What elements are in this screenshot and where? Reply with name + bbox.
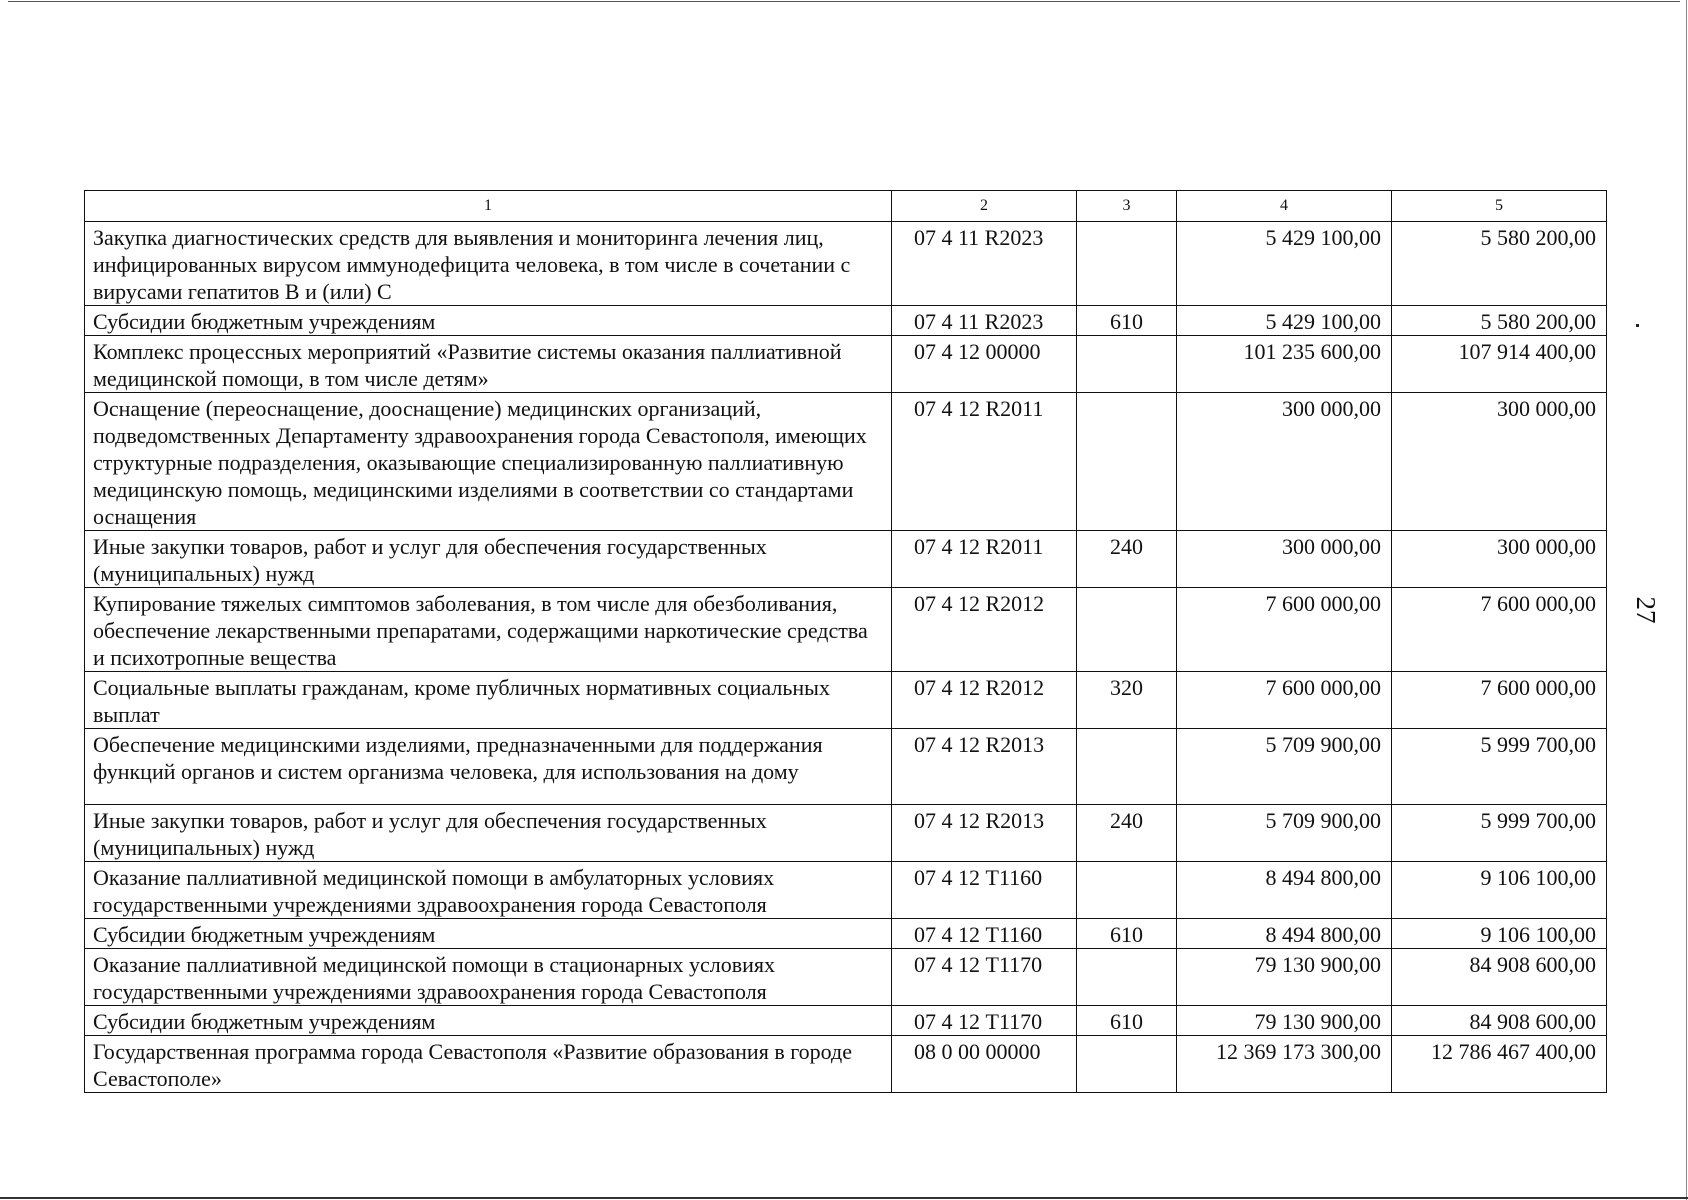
row-name: Закупка диагностических средств для выявления и мониторинга лечения лиц, инфицированных вирусом иммунодефицита человека, в том числе в сочетании с вирусами гепатитов В и (или) С (85, 222, 892, 306)
row-expense-type (1077, 949, 1177, 1006)
row-name: Субсидии бюджетным учреждениям (85, 1006, 892, 1036)
row-amount-year-2: 107 914 400,00 (1392, 336, 1607, 393)
row-code: 07 4 11 R2023 (892, 222, 1077, 306)
column-number-2: 2 (892, 191, 1077, 222)
row-amount-year-2: 7 600 000,00 (1392, 588, 1607, 672)
row-expense-type: 610 (1077, 306, 1177, 336)
scan-edge-top (8, 1, 1680, 2)
row-name: Иные закупки товаров, работ и услуг для обеспечения государственных (муниципальных) нужд (85, 531, 892, 588)
row-expense-type: 610 (1077, 919, 1177, 949)
row-expense-type (1077, 393, 1177, 531)
column-number-1: 1 (85, 191, 892, 222)
row-amount-year-1: 7 600 000,00 (1177, 588, 1392, 672)
scan-edge-right (1686, 0, 1687, 1200)
row-amount-year-2: 300 000,00 (1392, 531, 1607, 588)
row-expense-type (1077, 1036, 1177, 1093)
row-amount-year-2: 5 999 700,00 (1392, 805, 1607, 862)
row-expense-type: 320 (1077, 672, 1177, 729)
table-row (85, 336, 1607, 393)
row-amount-year-1: 300 000,00 (1177, 393, 1392, 531)
row-name: Оказание паллиативной медицинской помощи в амбулаторных условиях государственными учреждениями здравоохранения города Севастополя (85, 862, 892, 919)
row-expense-type (1077, 729, 1177, 805)
budget-table-body (85, 191, 1607, 1093)
table-row (85, 393, 1607, 531)
row-expense-type: 240 (1077, 805, 1177, 862)
row-name: Оказание паллиативной медицинской помощи в стационарных условиях государственными учреждениями здравоохранения города Севастополя (85, 949, 892, 1006)
row-amount-year-1: 8 494 800,00 (1177, 919, 1392, 949)
row-amount-year-1: 79 130 900,00 (1177, 1006, 1392, 1036)
row-code: 08 0 00 00000 (892, 1036, 1077, 1093)
row-amount-year-2: 5 999 700,00 (1392, 729, 1607, 805)
row-amount-year-2: 9 106 100,00 (1392, 919, 1607, 949)
row-name: Комплекс процессных мероприятий «Развитие системы оказания паллиативной медицинской помощи, в том числе детям» (85, 336, 892, 393)
row-amount-year-2: 300 000,00 (1392, 393, 1607, 531)
row-amount-year-1: 79 130 900,00 (1177, 949, 1392, 1006)
row-name: Социальные выплаты гражданам, кроме публичных нормативных социальных выплат (85, 672, 892, 729)
row-name: Купирование тяжелых симптомов заболевания, в том числе для обезболивания, обеспечение лекарственными препаратами, содержащими наркотические средства и психотропные вещества (85, 588, 892, 672)
row-name: Обеспечение медицинскими изделиями, предназначенными для поддержания функций органов и систем организма человека, для использования на дому (85, 729, 892, 805)
row-code: 07 4 12 R2011 (892, 393, 1077, 531)
row-code: 07 4 12 R2012 (892, 588, 1077, 672)
row-amount-year-1: 8 494 800,00 (1177, 862, 1392, 919)
table-row (85, 919, 1607, 949)
table-row (85, 588, 1607, 672)
row-amount-year-1: 5 429 100,00 (1177, 222, 1392, 306)
row-name: Государственная программа города Севастополя «Развитие образования в городе Севастополе» (85, 1036, 892, 1093)
column-number-header-row (85, 191, 1607, 222)
row-amount-year-1: 5 709 900,00 (1177, 805, 1392, 862)
table-row (85, 672, 1607, 729)
row-amount-year-2: 5 580 200,00 (1392, 306, 1607, 336)
row-expense-type: 240 (1077, 531, 1177, 588)
row-name: Субсидии бюджетным учреждениям (85, 306, 892, 336)
row-name: Оснащение (переоснащение, дооснащение) медицинских организаций, подведомственных Департаменту здравоохранения города Севастополя, имеющих структурные подразделения, оказывающие специализированную паллиативную медицинскую помощь, медицинскими изделиями в соответствии со стандартами оснащения (85, 393, 892, 531)
table-row (85, 949, 1607, 1006)
row-expense-type: 610 (1077, 1006, 1177, 1036)
row-amount-year-2: 5 580 200,00 (1392, 222, 1607, 306)
row-amount-year-1: 5 429 100,00 (1177, 306, 1392, 336)
row-name: Субсидии бюджетным учреждениям (85, 919, 892, 949)
table-row (85, 1006, 1607, 1036)
row-expense-type (1077, 588, 1177, 672)
scan-edge-bottom (0, 1197, 1688, 1199)
row-amount-year-1: 7 600 000,00 (1177, 672, 1392, 729)
row-amount-year-2: 9 106 100,00 (1392, 862, 1607, 919)
row-amount-year-1: 5 709 900,00 (1177, 729, 1392, 805)
row-code: 07 4 12 Т1160 (892, 862, 1077, 919)
row-expense-type (1077, 862, 1177, 919)
row-code: 07 4 12 R2013 (892, 729, 1077, 805)
budget-table (84, 190, 1607, 1093)
table-row (85, 1036, 1607, 1093)
table-row (85, 531, 1607, 588)
table-row (85, 306, 1607, 336)
row-amount-year-1: 101 235 600,00 (1177, 336, 1392, 393)
column-number-4: 4 (1177, 191, 1392, 222)
row-code: 07 4 12 R2012 (892, 672, 1077, 729)
table-row (85, 729, 1607, 805)
row-amount-year-2: 7 600 000,00 (1392, 672, 1607, 729)
row-code: 07 4 12 00000 (892, 336, 1077, 393)
table-row (85, 805, 1607, 862)
page-number: 27 (1631, 596, 1661, 624)
row-code: 07 4 12 Т1170 (892, 949, 1077, 1006)
row-amount-year-2: 84 908 600,00 (1392, 1006, 1607, 1036)
scan-speck (1636, 324, 1639, 327)
row-name: Иные закупки товаров, работ и услуг для обеспечения государственных (муниципальных) нужд (85, 805, 892, 862)
column-number-3: 3 (1077, 191, 1177, 222)
row-amount-year-1: 300 000,00 (1177, 531, 1392, 588)
row-expense-type (1077, 336, 1177, 393)
row-expense-type (1077, 222, 1177, 306)
row-code: 07 4 12 R2013 (892, 805, 1077, 862)
row-amount-year-2: 12 786 467 400,00 (1392, 1036, 1607, 1093)
row-amount-year-2: 84 908 600,00 (1392, 949, 1607, 1006)
row-amount-year-1: 12 369 173 300,00 (1177, 1036, 1392, 1093)
table-row (85, 862, 1607, 919)
row-code: 07 4 11 R2023 (892, 306, 1077, 336)
row-code: 07 4 12 R2011 (892, 531, 1077, 588)
row-code: 07 4 12 Т1160 (892, 919, 1077, 949)
row-code: 07 4 12 Т1170 (892, 1006, 1077, 1036)
column-number-5: 5 (1392, 191, 1607, 222)
table-row (85, 222, 1607, 306)
